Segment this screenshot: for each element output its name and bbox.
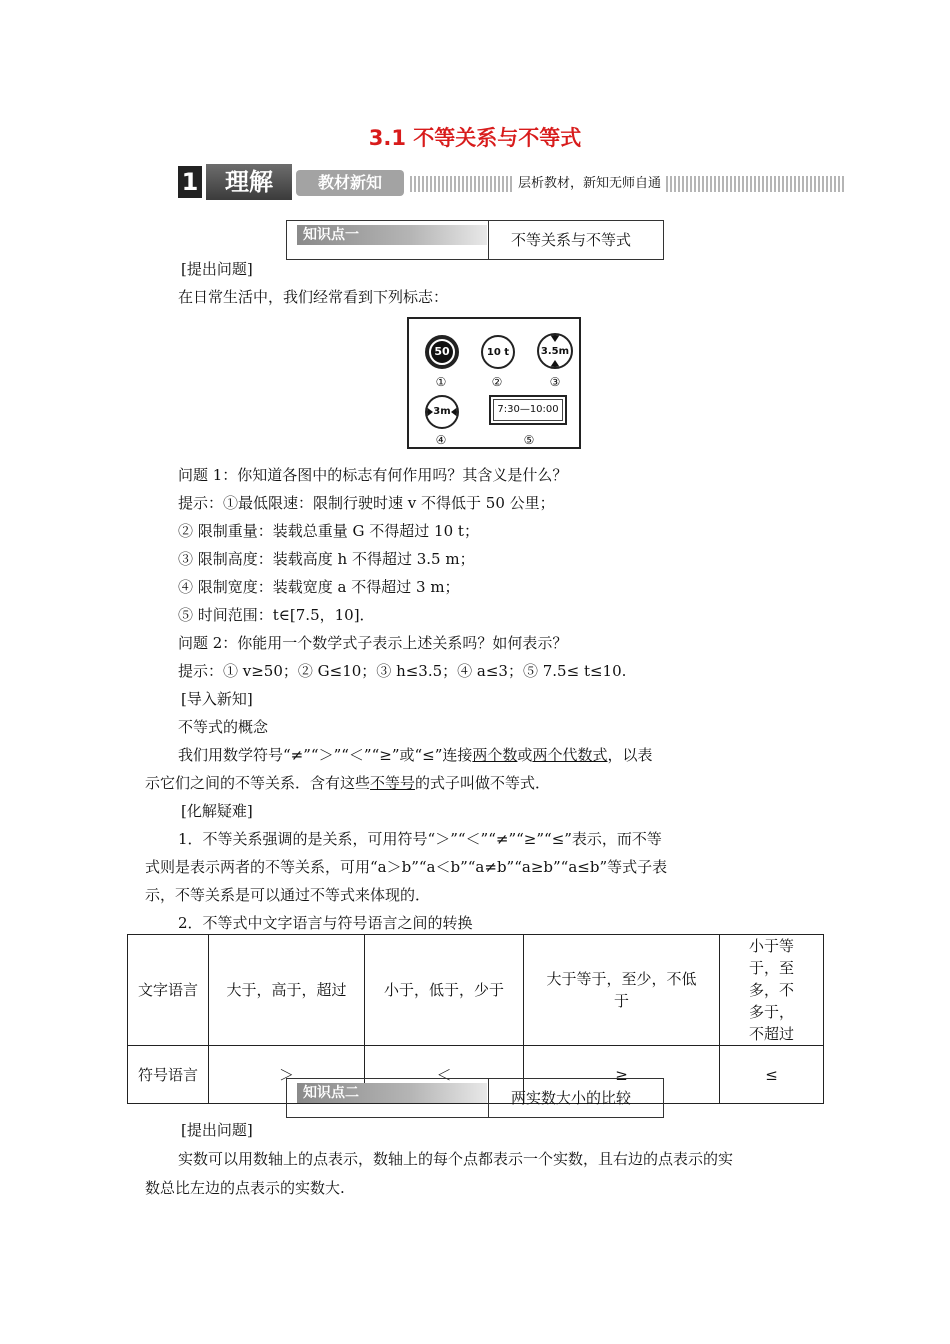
definition-line-1: 我们用数学符号“≠”“＞”“＜”“≥”或“≤”连接两个数或两个代数式，以表 xyxy=(178,746,653,764)
time-sign: 7:30—10:00 xyxy=(489,395,567,425)
point-2: 2．不等式中文字语言与符号语言之间的转换 xyxy=(178,914,473,932)
point-1-line-1: 1．不等关系强调的是关系，可用符号“＞”“＜”“≠”“≥”“≤”表示，而不等 xyxy=(178,830,662,848)
knowledge-tag-1: 知识点一 xyxy=(297,225,487,245)
question-2: 问题 2：你能用一个数学式子表示上述关系吗？如何表示？ xyxy=(178,634,568,652)
number-line-text-1: 实数可以用数轴上的点表示，数轴上的每个点都表示一个实数，且右边的点表示的实 xyxy=(178,1150,734,1168)
underline-two-numbers: 两个数 xyxy=(472,746,518,764)
intro-line: 在日常生活中，我们经常看到下列标志： xyxy=(178,288,449,306)
road-signs-figure xyxy=(407,317,581,449)
table-cell: ＞ xyxy=(209,1046,365,1104)
definition-line-2: 示它们之间的不等关系．含有这些不等号的式子叫做不等式． xyxy=(145,774,551,792)
banner-right-text: 层析教材，新知无师自通 xyxy=(514,174,665,194)
section-banner xyxy=(178,164,848,200)
weight-sign: 10 t xyxy=(481,335,515,369)
sign-num-5: ⑤ xyxy=(523,433,535,447)
knowledge-box-1 xyxy=(286,220,664,260)
table-cell: 文字语言 xyxy=(128,935,209,1046)
table-cell: ≥ xyxy=(524,1046,720,1104)
question-1: 问题 1：你知道各图中的标志有何作用吗？其含义是什么？ xyxy=(178,466,568,484)
knowledge-box-2 xyxy=(286,1078,664,1118)
heading-clarify: [化解疑难] xyxy=(181,802,253,820)
table-cell: 大于等于，至少，不低于 xyxy=(524,935,720,1046)
speed-sign: 50 xyxy=(425,335,459,369)
sign-num-1: ① xyxy=(435,375,447,389)
hint-line-5: ⑤ 时间范围：t∈[7.5，10]． xyxy=(178,606,375,624)
heading-new-knowledge: [导入新知] xyxy=(181,690,253,708)
table-cell: ＜ xyxy=(365,1046,524,1104)
sign-num-3: ③ xyxy=(549,375,561,389)
height-sign: 3.5m xyxy=(537,333,573,369)
concept-heading: 不等式的概念 xyxy=(178,718,269,736)
number-line-text-2: 数总比左边的点表示的实数大. xyxy=(145,1179,345,1197)
width-sign: 3m xyxy=(425,395,459,429)
table-row xyxy=(128,935,824,1046)
underline-two-expressions: 两个代数式 xyxy=(532,746,608,764)
knowledge-tag-2: 知识点二 xyxy=(297,1083,487,1103)
page-title: 3.1 不等关系与不等式 xyxy=(368,126,582,150)
sign-num-4: ④ xyxy=(435,433,447,447)
banner-number: 1 xyxy=(178,166,202,198)
banner-word-textbook: 教材新知 xyxy=(296,170,404,196)
hint-line-1: 提示：①最低限速：限制行驶时速 v 不得低于 50 公里； xyxy=(178,494,555,512)
banner-word-understand: 理解 xyxy=(206,164,292,200)
knowledge-title-1: 不等关系与不等式 xyxy=(511,231,632,249)
hint-line-6: 提示：① v≥50；② G≤10；③ h≤3.5；④ a≤3；⑤ 7.5≤ t≤10. xyxy=(178,662,627,680)
table-cell: ≤ xyxy=(720,1046,824,1104)
point-1-line-3: 示，不等关系是可以通过不等式来体现的． xyxy=(145,886,431,904)
table-cell: 符号语言 xyxy=(128,1046,209,1104)
knowledge-title-2: 两实数大小的比较 xyxy=(511,1089,632,1107)
hint-line-4: ④ 限制宽度：装载宽度 a 不得超过 3 m； xyxy=(178,578,460,596)
underline-inequality-sign: 不等号 xyxy=(370,774,416,792)
point-1-line-2: 式则是表示两者的不等关系，可用“a＞b”“a＜b”“a≠b”“a≥b”“a≤b”等式子表 xyxy=(145,858,668,876)
hint-line-2: ② 限制重量：装载总重量 G 不得超过 10 t； xyxy=(178,522,479,540)
hint-line-3: ③ 限制高度：装载高度 h 不得超过 3.5 m； xyxy=(178,550,475,568)
heading-raise-question: [提出问题] xyxy=(181,260,253,278)
table-cell: 小于，低于，少于 xyxy=(365,935,524,1046)
sign-num-2: ② xyxy=(491,375,503,389)
heading-raise-question-2: [提出问题] xyxy=(181,1121,253,1139)
table-cell: 大于，高于，超过 xyxy=(209,935,365,1046)
table-cell: 小于等于，至多，不多于，不超过 xyxy=(720,935,824,1046)
